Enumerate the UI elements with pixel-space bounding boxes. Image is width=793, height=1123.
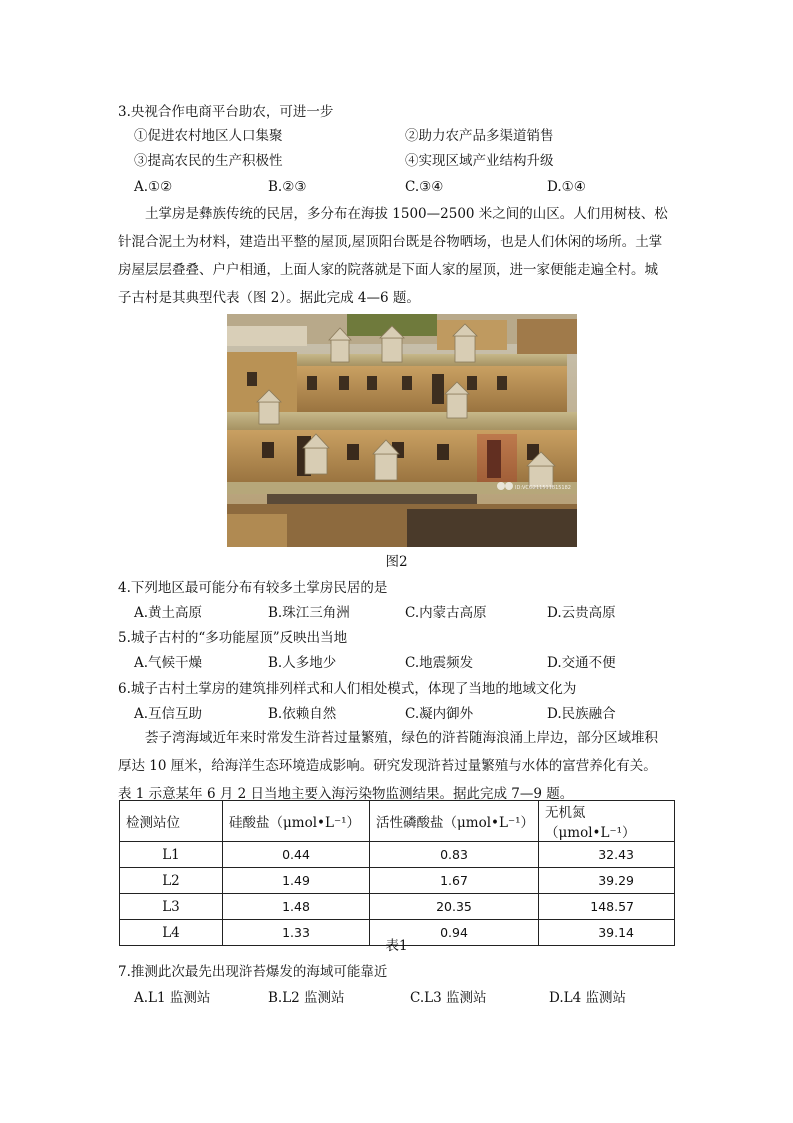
q7-option-d: D.L4 监测站 [549, 990, 626, 1006]
silicate-cell: 0.44 [223, 842, 370, 868]
q3-option-b: B.②③ [268, 179, 307, 195]
q7-stem: 7.推测此次最先出现浒苔爆发的海域可能靠近 [118, 964, 388, 980]
q6-option-b: B.依赖自然 [268, 706, 337, 722]
q3-option-c: C.③④ [405, 179, 444, 195]
phosphate-cell: 1.67 [370, 868, 539, 894]
q3-statement-2: ②助力农产品多渠道销售 [405, 128, 554, 144]
q3-statement-4: ④实现区域产业结构升级 [405, 153, 554, 169]
q5-option-a: A.气候干燥 [134, 655, 203, 671]
station-cell: L2 [120, 868, 223, 894]
header-silicate: 硅酸盐（μmol•L⁻¹） [223, 801, 370, 842]
passage-tuzhangfang [118, 200, 678, 312]
q5-option-d: D.交通不便 [547, 655, 616, 671]
header-phosphate: 活性磷酸盐（μmol•L⁻¹） [370, 801, 539, 842]
q7-option-a: A.L1 监测站 [134, 990, 211, 1006]
q7-option-b: B.L2 监测站 [268, 990, 345, 1006]
passage1-line-1: 土掌房是彝族传统的民居，多分布在海拔 1500—2500 米之间的山区。人们用树枝、松 [145, 206, 668, 222]
q3-option-a: A.①② [134, 179, 173, 195]
q3-option-d: D.①④ [547, 179, 586, 195]
passage2-line-3: 表 1 示意某年 6 月 2 日当地主要入海污染物监测结果。据此完成 7—9 题。 [118, 786, 574, 802]
q3-statement-3: ③提高农民的生产积极性 [134, 153, 283, 169]
phosphate-cell: 0.94 [370, 920, 539, 946]
q6-option-d: D.民族融合 [547, 706, 616, 722]
station-cell: L4 [120, 920, 223, 946]
figure-caption: 图2 [385, 554, 408, 570]
table-header-row [120, 801, 675, 842]
q4-option-d: D.云贵高原 [547, 605, 616, 621]
q6-option-a: A.互信互助 [134, 706, 203, 722]
station-cell: L1 [120, 842, 223, 868]
photo-watermark: ID:VCG211511815182 [515, 485, 571, 491]
silicate-cell: 1.33 [223, 920, 370, 946]
silicate-cell: 1.49 [223, 868, 370, 894]
table-row [120, 842, 675, 868]
village-photo [227, 314, 577, 547]
q4-stem: 4.下列地区最可能分布有较多土掌房民居的是 [118, 580, 388, 596]
silicate-cell: 1.48 [223, 894, 370, 920]
q6-stem: 6.城子古村土掌房的建筑排列样式和人们相处模式，体现了当地的地域文化为 [118, 681, 577, 697]
table-row [120, 868, 675, 894]
nitrogen-cell: 148.57 [539, 894, 675, 920]
q3-statement-1: ①促进农村地区人口集聚 [134, 128, 283, 144]
q4-option-c: C.内蒙古高原 [405, 605, 487, 621]
passage1-line-4: 子古村是其典型代表（图 2）。据此完成 4—6 题。 [118, 290, 420, 306]
q5-stem: 5.城子古村的“多功能屋顶”反映出当地 [118, 630, 348, 646]
passage1-line-3: 房屋层层叠叠、户户相通，上面人家的院落就是下面人家的屋顶，进一家便能走遍全村。城 [118, 262, 658, 278]
phosphate-cell: 0.83 [370, 842, 539, 868]
q7-option-c: C.L3 监测站 [410, 990, 487, 1006]
phosphate-cell: 20.35 [370, 894, 539, 920]
passage1-line-2: 针混合泥土为材料，建造出平整的屋顶,屋顶阳台既是谷物晒场，也是人们休闲的场所。土掌 [118, 234, 663, 250]
nitrogen-cell: 32.43 [539, 842, 675, 868]
q3-stem: 3.央视合作电商平台助农，可进一步 [118, 104, 334, 120]
table-row [120, 894, 675, 920]
passage2-line-2: 厚达 10 厘米，给海洋生态环境造成影响。研究发现浒苔过量繁殖与水体的富营养化有关。 [118, 758, 657, 774]
passage2-line-1: 荟子湾海域近年来时常发生浒苔过量繁殖，绿色的浒苔随海浪涌上岸边，部分区域堆积 [145, 730, 658, 746]
station-cell: L3 [120, 894, 223, 920]
nitrogen-cell: 39.14 [539, 920, 675, 946]
header-nitrogen: 无机氮（μmol•L⁻¹） [539, 801, 675, 842]
nitrogen-cell: 39.29 [539, 868, 675, 894]
header-station: 检测站位 [120, 801, 223, 842]
q4-option-a: A.黄土高原 [134, 605, 203, 621]
passage-enteromorpha [118, 724, 678, 808]
pollutant-table [119, 800, 675, 946]
q6-option-c: C.凝内御外 [405, 706, 474, 722]
q5-option-c: C.地震频发 [405, 655, 474, 671]
table-caption: 表1 [385, 938, 408, 954]
q5-option-b: B.人多地少 [268, 655, 337, 671]
q4-option-b: B.珠江三角洲 [268, 605, 350, 621]
